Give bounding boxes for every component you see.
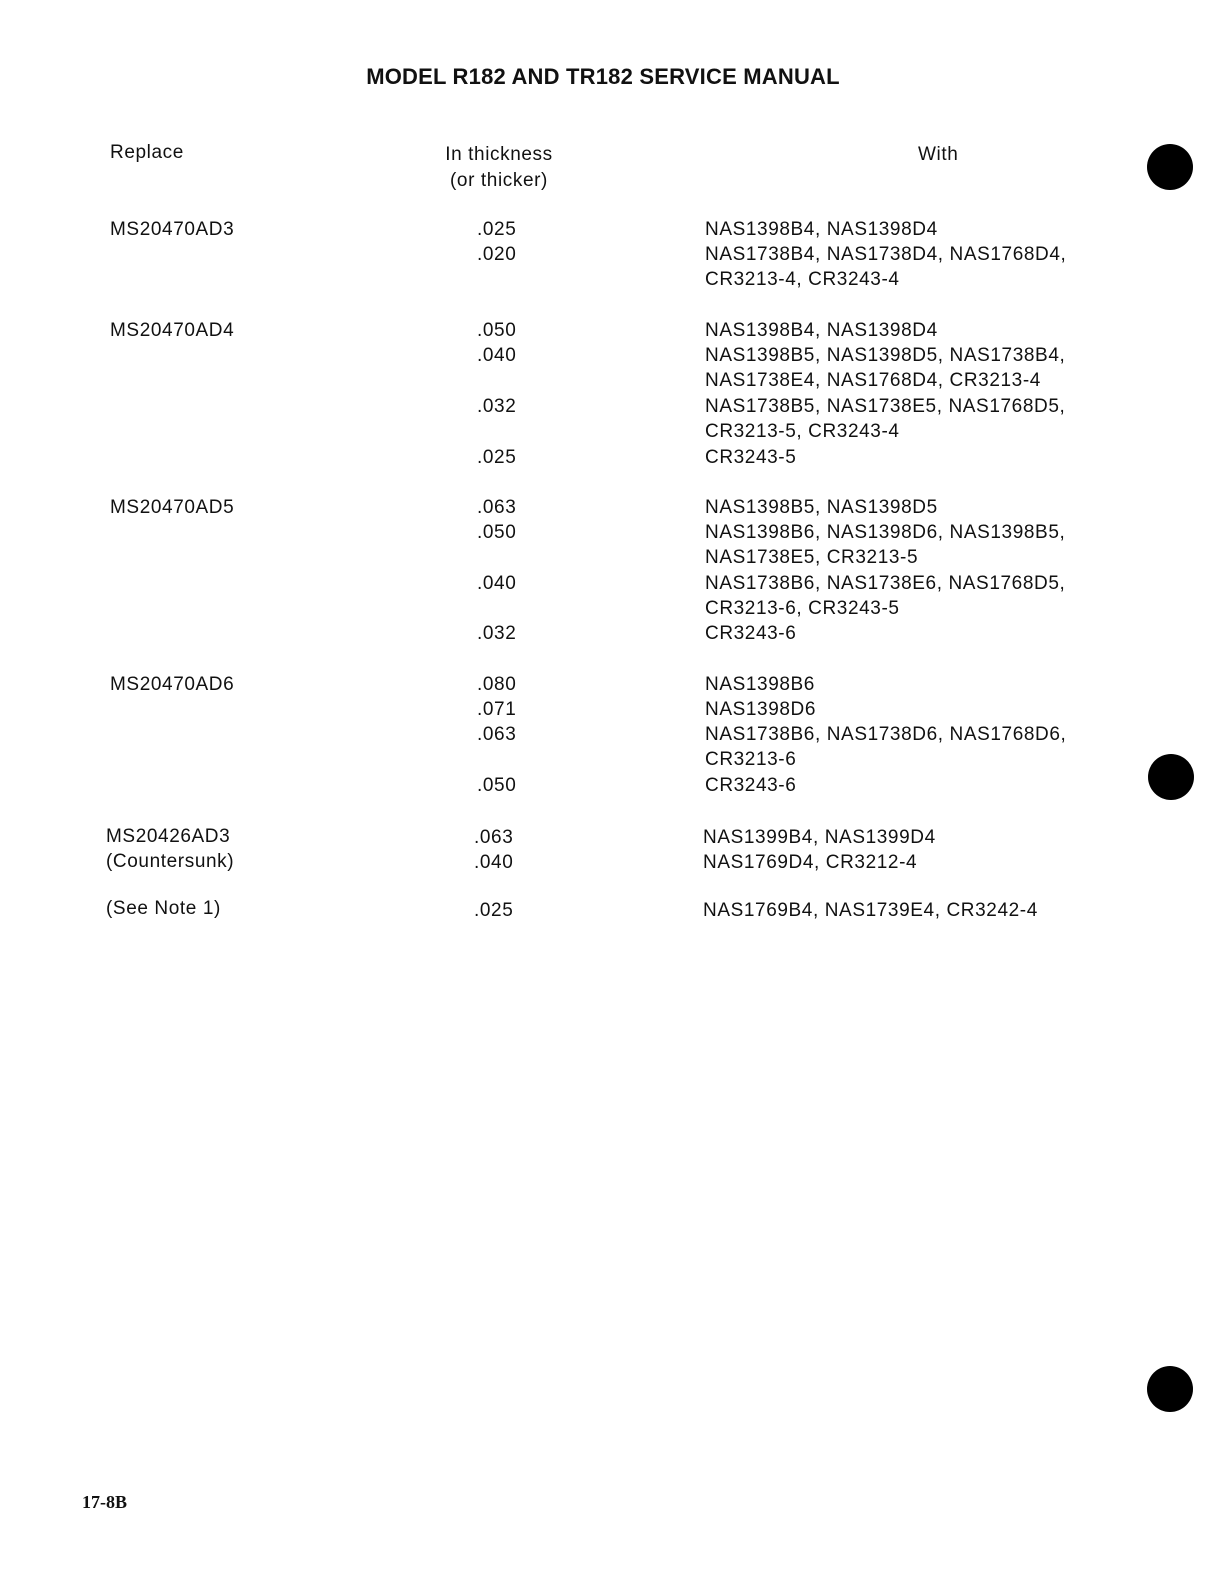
thickness-header-line-2: (or thicker) bbox=[450, 170, 548, 191]
thickness-column-header bbox=[395, 142, 603, 194]
replacement-parts: NAS1738B6, NAS1738D6, NAS1768D6, bbox=[705, 724, 1067, 745]
thickness-value: .063 bbox=[474, 827, 514, 848]
thickness-value: .050 bbox=[477, 320, 517, 341]
replacement-parts: NAS1399B4, NAS1399D4 bbox=[703, 827, 936, 848]
replacement-parts: NAS1398D6 bbox=[705, 699, 817, 720]
replacement-parts: NAS1398B6 bbox=[705, 674, 815, 695]
thickness-value: .025 bbox=[474, 900, 514, 921]
thickness-value: .050 bbox=[477, 522, 517, 543]
replacement-parts: NAS1398B6, NAS1398D6, NAS1398B5, bbox=[705, 522, 1066, 543]
thickness-value: .080 bbox=[477, 674, 517, 695]
replace-part-number: MS20470AD3 bbox=[110, 219, 235, 240]
replacement-parts: CR3243-6 bbox=[705, 775, 797, 796]
page-title: MODEL R182 AND TR182 SERVICE MANUAL bbox=[366, 64, 840, 89]
thickness-value: .020 bbox=[477, 244, 517, 265]
replacement-parts: CR3243-5 bbox=[705, 447, 797, 468]
thickness-value: .032 bbox=[477, 396, 517, 417]
thickness-value: .050 bbox=[477, 775, 517, 796]
replacement-parts: NAS1769D4, CR3212-4 bbox=[703, 852, 918, 873]
replace-part-note: (Countersunk) bbox=[106, 851, 235, 872]
replacement-parts: NAS1398B5, NAS1398D5, NAS1738B4, bbox=[705, 345, 1066, 366]
replacement-parts: NAS1398B4, NAS1398D4 bbox=[705, 219, 938, 240]
with-column-header: With bbox=[918, 144, 959, 165]
thickness-value: .040 bbox=[477, 345, 517, 366]
replace-part-note: (See Note 1) bbox=[106, 898, 221, 919]
thickness-value: .063 bbox=[477, 497, 517, 518]
replacement-parts: NAS1769B4, NAS1739E4, CR3242-4 bbox=[703, 900, 1038, 921]
replacement-parts: NAS1738E4, NAS1768D4, CR3213-4 bbox=[705, 370, 1041, 391]
replacement-parts: CR3213-6, CR3243-5 bbox=[705, 598, 900, 619]
binder-hole-mark bbox=[1148, 754, 1194, 800]
replace-part-number: MS20470AD4 bbox=[110, 320, 235, 341]
thickness-value: .032 bbox=[477, 623, 517, 644]
replacement-parts: NAS1738B6, NAS1738E6, NAS1768D5, bbox=[705, 573, 1066, 594]
replacement-parts: NAS1738E5, CR3213-5 bbox=[705, 547, 919, 568]
replacement-parts: NAS1398B4, NAS1398D4 bbox=[705, 320, 938, 341]
thickness-value: .025 bbox=[477, 219, 517, 240]
replacement-parts: CR3213-5, CR3243-4 bbox=[705, 421, 900, 442]
replace-part-number: MS20470AD5 bbox=[110, 497, 235, 518]
thickness-value: .071 bbox=[477, 699, 517, 720]
replacement-parts: CR3213-4, CR3243-4 bbox=[705, 269, 900, 290]
replacement-parts: CR3243-6 bbox=[705, 623, 797, 644]
replace-column-header: Replace bbox=[110, 142, 184, 163]
replacement-parts: NAS1738B4, NAS1738D4, NAS1768D4, bbox=[705, 244, 1067, 265]
replace-part-number: MS20426AD3 bbox=[106, 826, 231, 847]
replace-part-number: MS20470AD6 bbox=[110, 674, 235, 695]
thickness-value: .040 bbox=[474, 852, 514, 873]
page-number: 17-8B bbox=[82, 1492, 127, 1512]
binder-hole-mark bbox=[1147, 144, 1193, 190]
binder-hole-mark bbox=[1147, 1366, 1193, 1412]
replacement-parts: NAS1398B5, NAS1398D5 bbox=[705, 497, 938, 518]
replacement-parts: NAS1738B5, NAS1738E5, NAS1768D5, bbox=[705, 396, 1066, 417]
replacement-parts: CR3213-6 bbox=[705, 749, 797, 770]
thickness-value: .040 bbox=[477, 573, 517, 594]
thickness-header-line-1: In thickness bbox=[445, 144, 553, 165]
thickness-value: .025 bbox=[477, 447, 517, 468]
thickness-value: .063 bbox=[477, 724, 517, 745]
